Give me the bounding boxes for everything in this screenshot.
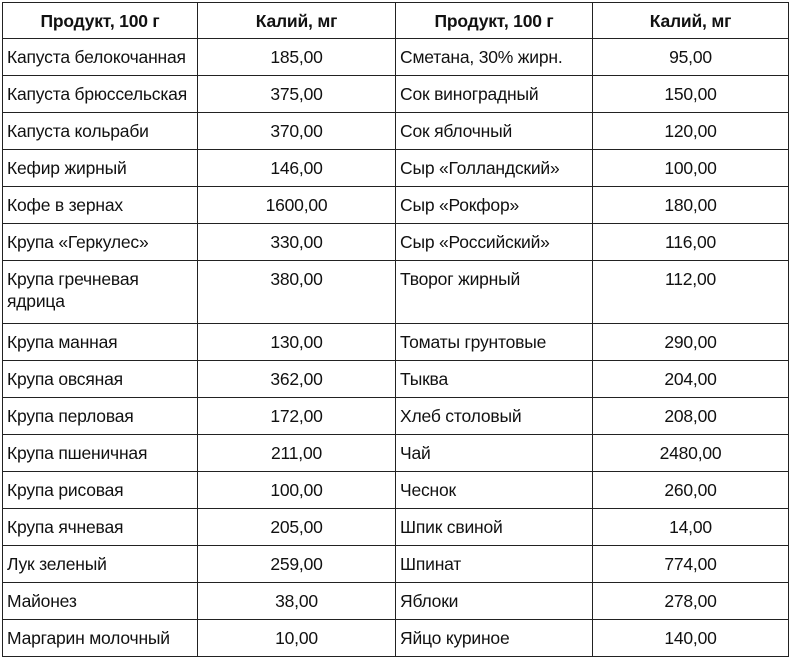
- potassium-value-cell: 150,00: [593, 76, 789, 113]
- potassium-value-cell: 260,00: [593, 472, 789, 509]
- product-name-cell: Кофе в зернах: [3, 187, 198, 224]
- product-name-cell: Шпик свиной: [396, 509, 593, 546]
- product-name-cell: Сыр «Рокфор»: [396, 187, 593, 224]
- product-name-cell: Сыр «Российский»: [396, 224, 593, 261]
- table-row: [3, 620, 789, 657]
- table-row: [3, 76, 789, 113]
- potassium-value-cell: 10,00: [198, 620, 396, 657]
- product-name-cell: Капуста брюссельская: [3, 76, 198, 113]
- product-name-cell: Маргарин молочный: [3, 620, 198, 657]
- table-row: [3, 509, 789, 546]
- product-name-cell: Крупа ячневая: [3, 509, 198, 546]
- table-row: [3, 39, 789, 76]
- table-row: [3, 472, 789, 509]
- table-row: [3, 546, 789, 583]
- potassium-value-cell: 116,00: [593, 224, 789, 261]
- column-header-product-right: Продукт, 100 г: [396, 3, 593, 39]
- potassium-value-cell: 180,00: [593, 187, 789, 224]
- potassium-value-cell: 38,00: [198, 583, 396, 620]
- potassium-value-cell: 1600,00: [198, 187, 396, 224]
- potassium-value-cell: 185,00: [198, 39, 396, 76]
- potassium-value-cell: 211,00: [198, 435, 396, 472]
- table-row: [3, 583, 789, 620]
- potassium-value-cell: 146,00: [198, 150, 396, 187]
- product-name-cell: Яблоки: [396, 583, 593, 620]
- product-name-cell: Яйцо куриное: [396, 620, 593, 657]
- product-name-cell: Капуста кольраби: [3, 113, 198, 150]
- table-row: [3, 150, 789, 187]
- potassium-value-cell: 205,00: [198, 509, 396, 546]
- potassium-value-cell: 774,00: [593, 546, 789, 583]
- product-name-cell: Чай: [396, 435, 593, 472]
- table-row: [3, 361, 789, 398]
- potassium-value-cell: 100,00: [593, 150, 789, 187]
- table-body: [3, 39, 789, 657]
- table-row: [3, 261, 789, 324]
- product-name-cell: Чеснок: [396, 472, 593, 509]
- potassium-value-cell: 278,00: [593, 583, 789, 620]
- table-row: [3, 224, 789, 261]
- table-row: [3, 187, 789, 224]
- product-name-cell: Хлеб столовый: [396, 398, 593, 435]
- potassium-value-cell: 172,00: [198, 398, 396, 435]
- product-name-cell: Шпинат: [396, 546, 593, 583]
- potassium-value-cell: 130,00: [198, 324, 396, 361]
- potassium-table: [2, 2, 789, 657]
- potassium-value-cell: 259,00: [198, 546, 396, 583]
- product-name-cell: Капуста белокочанная: [3, 39, 198, 76]
- product-name-cell: Сок виноградный: [396, 76, 593, 113]
- potassium-value-cell: 2480,00: [593, 435, 789, 472]
- potassium-value-cell: 14,00: [593, 509, 789, 546]
- column-header-potassium-right: Калий, мг: [593, 3, 789, 39]
- product-name-cell: Сыр «Голландский»: [396, 150, 593, 187]
- column-header-product-left: Продукт, 100 г: [3, 3, 198, 39]
- product-name-cell: Крупа гречневая ядрица: [3, 261, 198, 324]
- potassium-value-cell: 120,00: [593, 113, 789, 150]
- table-row: [3, 398, 789, 435]
- product-name-cell: Сок яблочный: [396, 113, 593, 150]
- potassium-value-cell: 95,00: [593, 39, 789, 76]
- potassium-value-cell: 208,00: [593, 398, 789, 435]
- potassium-value-cell: 290,00: [593, 324, 789, 361]
- table-row: [3, 113, 789, 150]
- table-row: [3, 435, 789, 472]
- potassium-value-cell: 204,00: [593, 361, 789, 398]
- product-name-cell: Крупа перловая: [3, 398, 198, 435]
- product-name-cell: Кефир жирный: [3, 150, 198, 187]
- product-name-cell: Крупа манная: [3, 324, 198, 361]
- product-name-cell: Крупа овсяная: [3, 361, 198, 398]
- header-row: [3, 3, 789, 39]
- table-row: [3, 324, 789, 361]
- potassium-value-cell: 100,00: [198, 472, 396, 509]
- potassium-value-cell: 370,00: [198, 113, 396, 150]
- potassium-value-cell: 330,00: [198, 224, 396, 261]
- product-name-cell: Крупа рисовая: [3, 472, 198, 509]
- potassium-value-cell: 380,00: [198, 261, 396, 324]
- product-name-cell: Майонез: [3, 583, 198, 620]
- potassium-value-cell: 112,00: [593, 261, 789, 324]
- product-name-cell: Крупа «Геркулес»: [3, 224, 198, 261]
- product-name-cell: Творог жирный: [396, 261, 593, 324]
- table-header: [3, 3, 789, 39]
- potassium-value-cell: 375,00: [198, 76, 396, 113]
- potassium-value-cell: 362,00: [198, 361, 396, 398]
- potassium-value-cell: 140,00: [593, 620, 789, 657]
- column-header-potassium-left: Калий, мг: [198, 3, 396, 39]
- product-name-cell: Тыква: [396, 361, 593, 398]
- product-name-cell: Крупа пшеничная: [3, 435, 198, 472]
- product-name-cell: Лук зеленый: [3, 546, 198, 583]
- product-name-cell: Томаты грунтовые: [396, 324, 593, 361]
- product-name-cell: Сметана, 30% жирн.: [396, 39, 593, 76]
